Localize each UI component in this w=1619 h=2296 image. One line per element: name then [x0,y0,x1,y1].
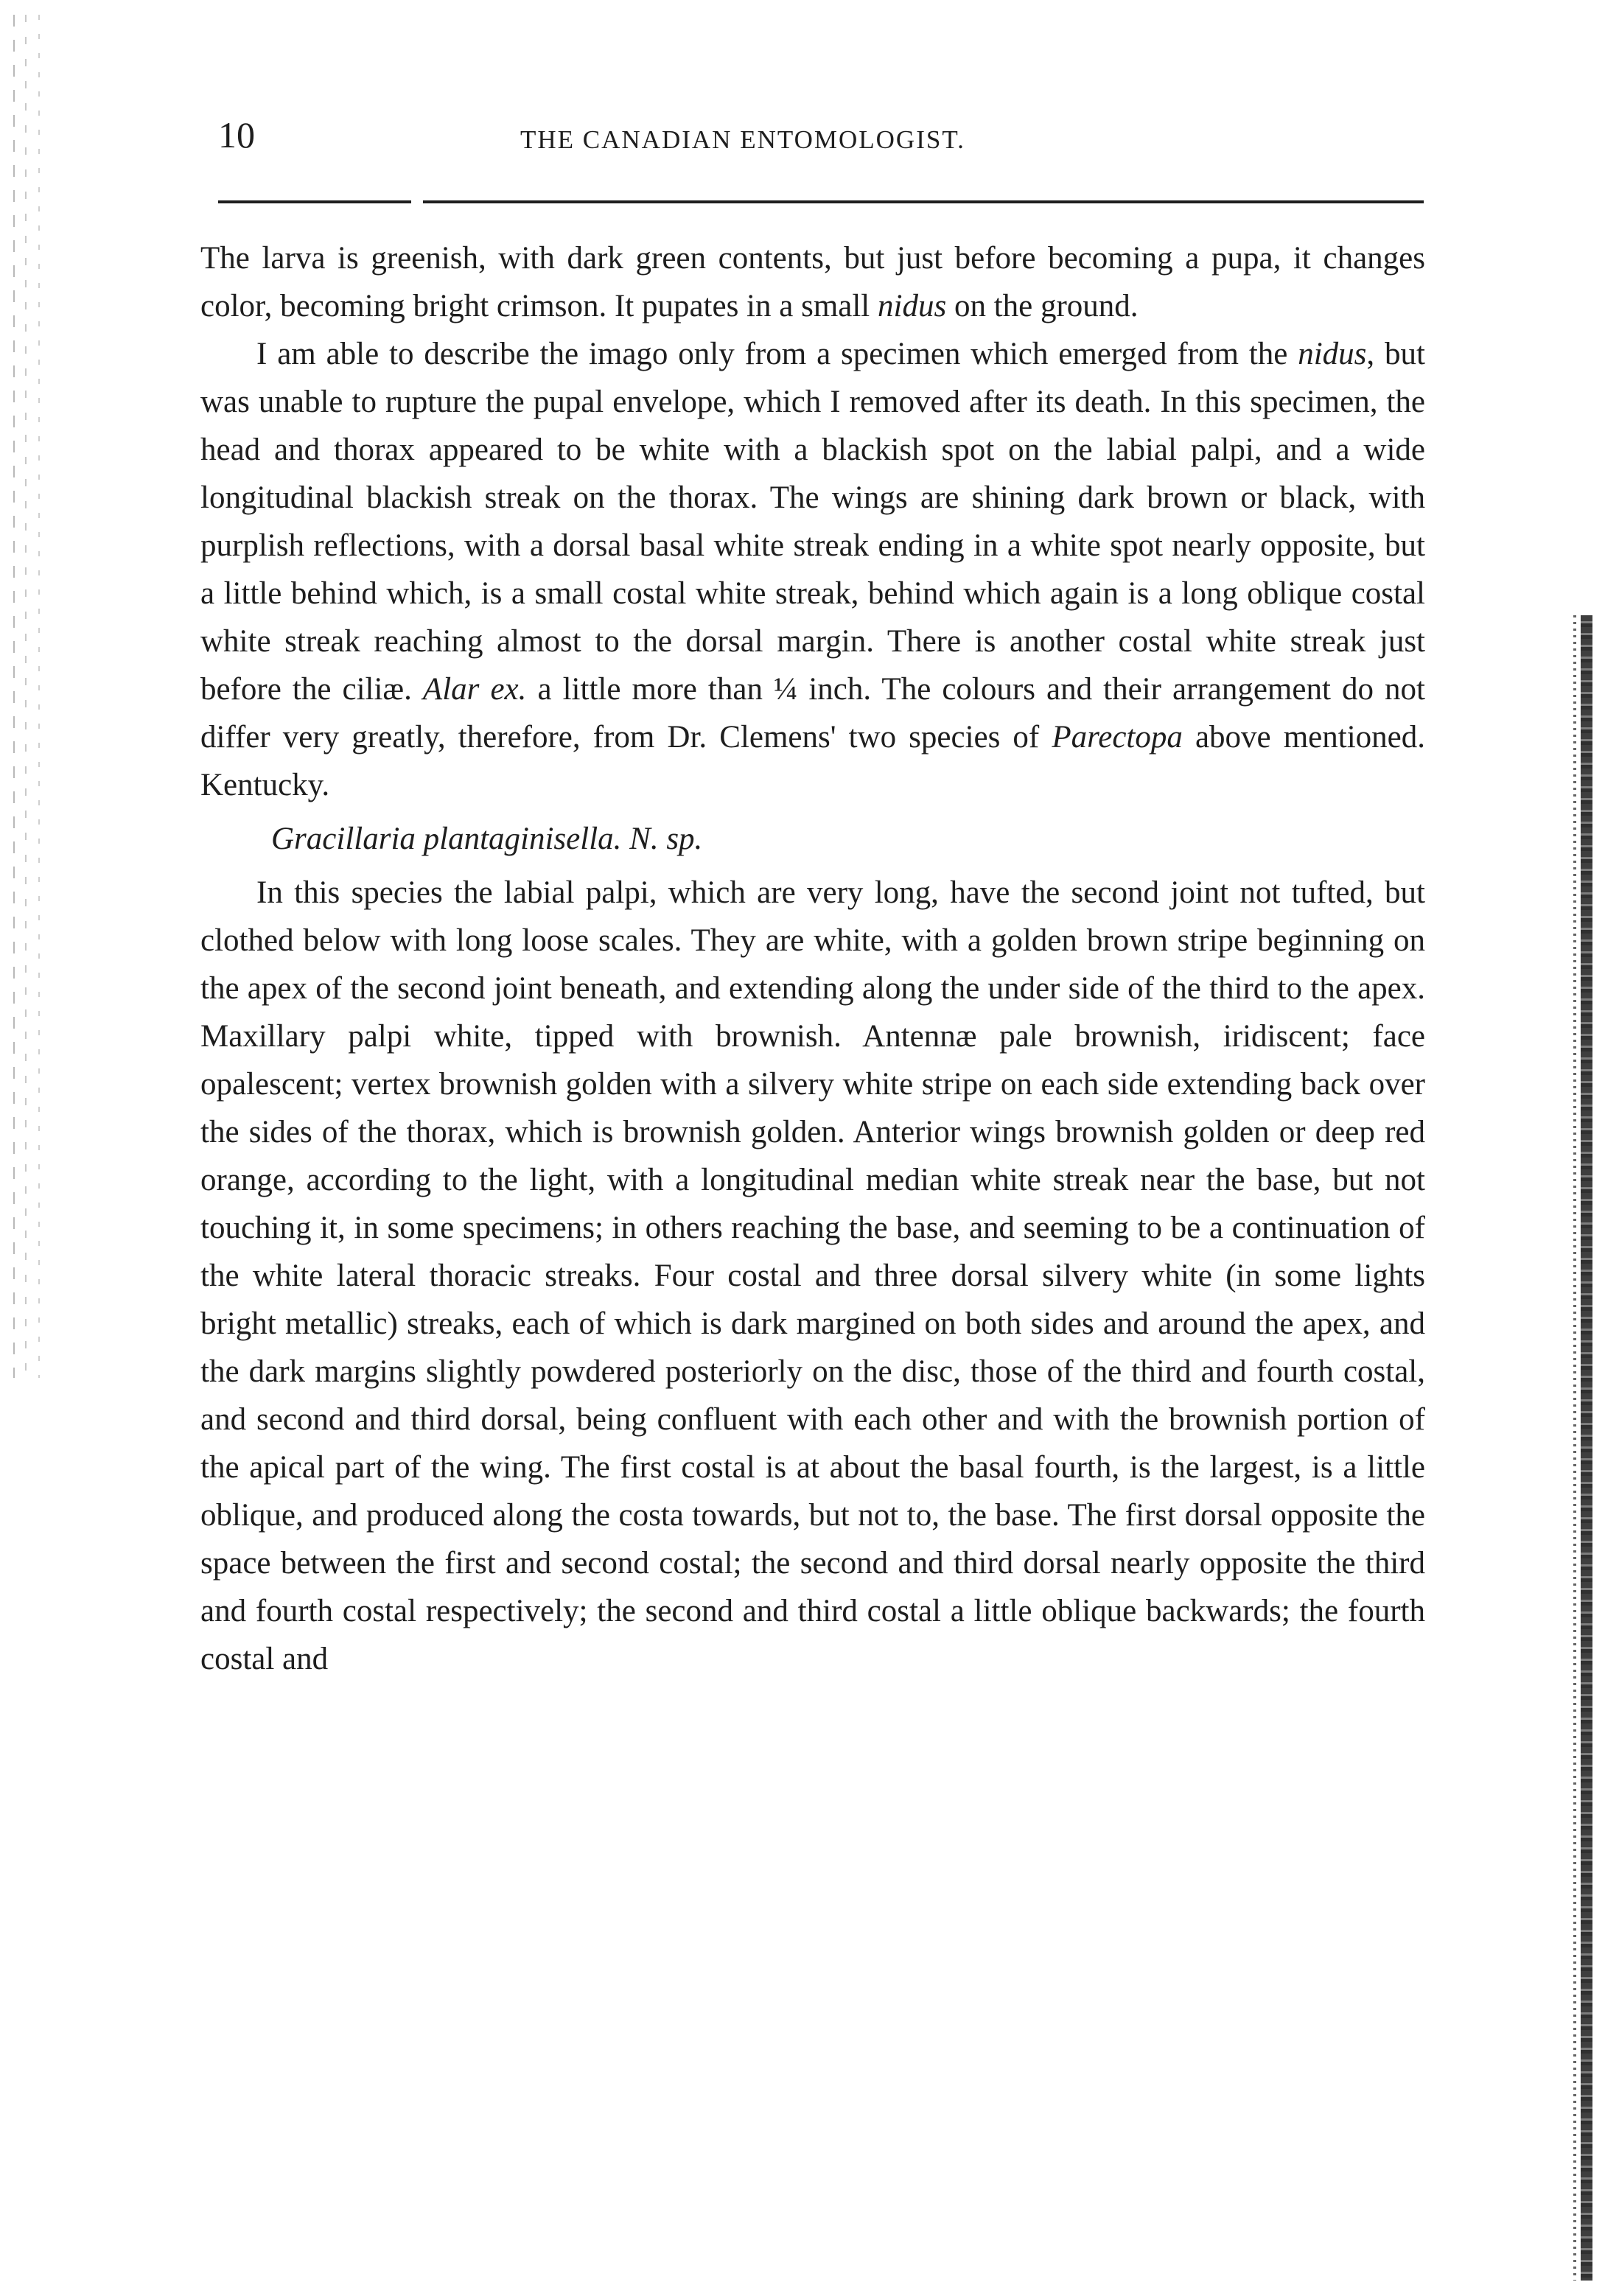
italic-term: nidus [1298,337,1367,371]
scan-gutter-marks [9,15,56,1378]
running-title: THE CANADIAN ENTOMOLOGIST. [520,125,965,154]
header-rule [218,200,1424,203]
paragraph-imago: I am able to describe the imago only from a specimen which emerged from the nidus, but was unable to rupture the pupal envelope, which I removed after its death. In this specimen, the head and thorax appeared to be white with a blackish spot on the labial palpi, and a wide longitudinal blackish streak on the thorax. The wings are shining dark brown or black, with purplish reflections, with a dorsal basal white streak ending in a white spot nearly opposite, but a little behind which, is a small costal white streak, behind which again is a long oblique costal white streak reaching almost to the dorsal margin. There is another costal white streak just before the ciliæ. Alar ex. a little more than ¼ inch. The colours and their arrangement do not differ very greatly, therefore, from Dr. Clemens' two species of Parectopa above mentioned. Kentucky. [200,337,1426,802]
species-heading: Gracillaria plantaginisella. N. sp. [271,822,703,856]
italic-term: nidus [878,289,947,323]
paragraph-species-description: In this species the labial palpi, which are very long, have the second joint not tufted, but clothed below with long loose scales. They are white, with a golden brown stripe beginning on the apex of the second joint beneath, and extending along the under side of the third to the apex. Maxillary palpi white, tipped with brownish. Antennæ pale brownish, iridiscent; face opalescent; vertex brownish golden with a silvery white stripe on each side extending back over the sides of the thorax, which is brownish golden. Anterior wings brownish golden or deep red orange, according to the light, with a longitudinal median white streak near the base, but not touching it, in some specimens; in others reaching the base, and seeming to be a continuation of the white lateral thoracic streaks. Four costal and three dorsal silvery white (in some lights bright metallic) streaks, each of which is dark margined on both sides and around the apex, and the dark margins slightly powdered posteriorly on the disc, those of the third and fourth costal, and second and third dorsal, being confluent with each other and with the brownish portion of the apical part of the wing. The first costal is at about the basal fourth, is the largest, is a little oblique, and produced along the costa towards, but not to, the base. The first dorsal opposite the space between the first and second costal; the second and third dorsal nearly opposite the third and fourth costal respectively; the second and third costal a little oblique backwards; the fourth costal and [200,875,1425,1676]
scan-binding-edge [1581,615,1592,2281]
italic-genus: Parectopa [1052,720,1183,755]
paragraph-larva: The larva is greenish, with dark green contents, but just before becoming a pupa, it changes color, becoming bright crimson. It pupates in a small nidus on the ground. [200,241,1425,323]
italic-term: Alar ex. [422,672,527,707]
page-header [218,111,1424,177]
article-body [200,234,1425,1683]
page-number: 10 [218,114,255,155]
